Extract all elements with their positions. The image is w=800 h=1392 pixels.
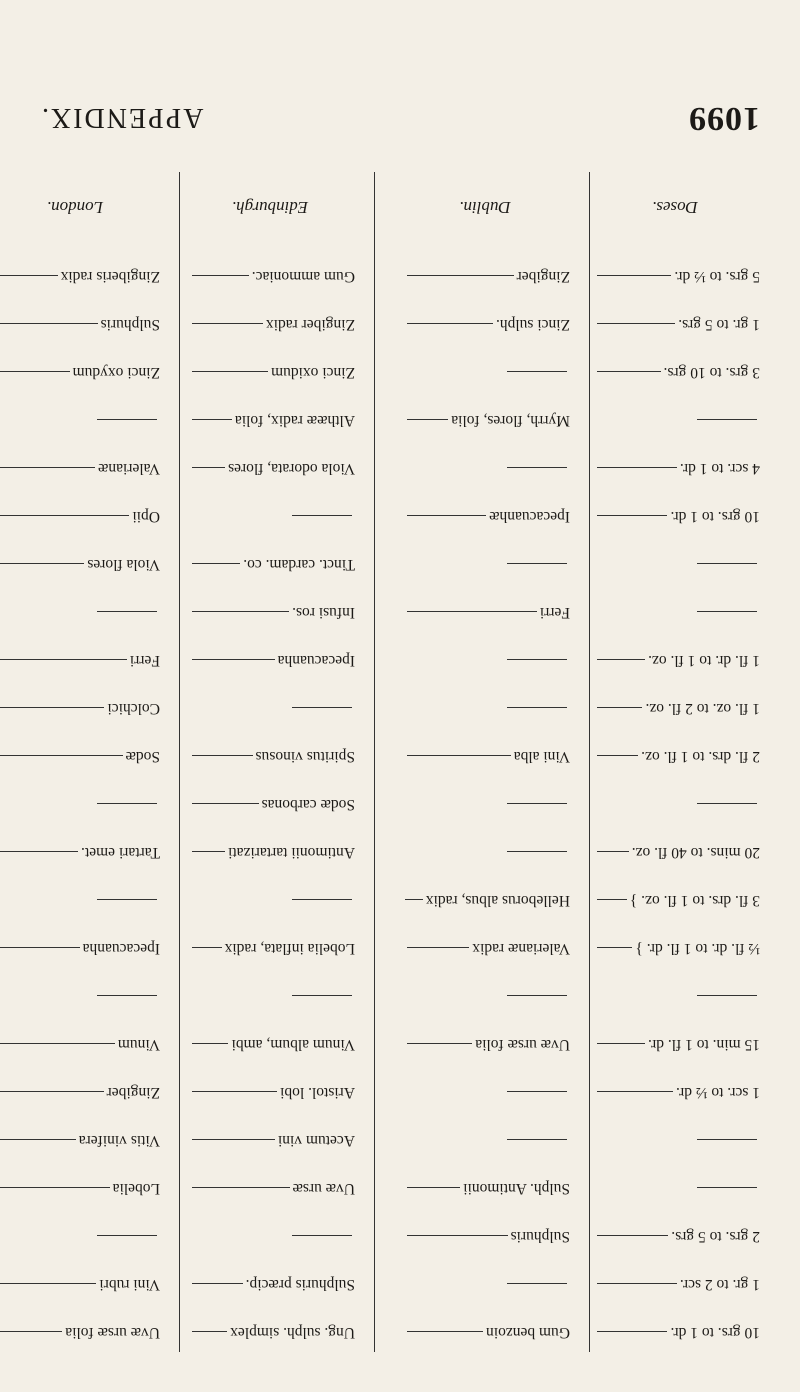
table-entry	[590, 650, 760, 670]
table-entry	[590, 314, 760, 334]
table-entry	[0, 650, 160, 670]
leader-dash	[597, 515, 667, 516]
table-entry	[590, 410, 760, 430]
entry-text: Althææ radix, folia	[234, 412, 355, 429]
leader-dash	[597, 1091, 673, 1092]
leader-dash	[0, 1043, 115, 1044]
entry-text: Myrrh, flores, folia	[451, 412, 570, 429]
leader-dash	[597, 755, 638, 756]
entry-text: 1 scr. to ½ dr.	[676, 1084, 760, 1101]
leader-dash	[507, 1091, 567, 1092]
entry-text: Aristol. lobi	[280, 1084, 355, 1101]
table-entry	[185, 1178, 355, 1198]
leader-dash	[407, 323, 493, 324]
table-entry	[0, 1274, 160, 1294]
leader-dash	[97, 995, 157, 996]
entry-text: Zinci oxidum	[271, 364, 355, 381]
leader-dash	[0, 1187, 110, 1188]
entry-text: Vinum	[117, 1036, 160, 1053]
table-entry	[185, 314, 355, 334]
table-entry	[0, 986, 160, 1006]
entry-text: Viola odorata, flores	[228, 460, 355, 477]
table-entry	[185, 554, 355, 574]
column-title: Doses.	[652, 198, 698, 217]
entry-text: Helleborus albus, radix	[425, 892, 570, 909]
table-entry	[590, 1322, 760, 1342]
entry-text: Lobelia inflata, radix	[224, 940, 355, 957]
leader-dash	[292, 515, 352, 516]
table-entry	[590, 554, 760, 574]
leader-dash	[0, 659, 127, 660]
column-london	[0, 172, 160, 1352]
entry-text: Vini alba	[513, 748, 570, 765]
leader-dash	[292, 899, 352, 900]
table-entry	[590, 698, 760, 718]
leader-dash	[507, 1139, 567, 1140]
leader-dash	[0, 1091, 104, 1092]
leader-dash	[697, 611, 757, 612]
leader-dash	[507, 659, 567, 660]
leader-dash	[0, 1139, 76, 1140]
table-entry	[400, 266, 570, 286]
table-entry	[590, 266, 760, 286]
column-doses	[590, 172, 760, 1352]
table-entry	[400, 1178, 570, 1198]
leader-dash	[192, 563, 240, 564]
entry-text: 3 fl. drs. to 1 fl. oz. }	[629, 892, 760, 909]
table-entry	[185, 506, 355, 526]
leader-dash	[292, 707, 352, 708]
leader-dash	[0, 467, 95, 468]
entry-text: Zinci sulph.	[495, 316, 570, 333]
table-entry	[185, 410, 355, 430]
leader-dash	[0, 323, 98, 324]
table-entry	[590, 506, 760, 526]
leader-dash	[292, 995, 352, 996]
leader-dash	[0, 563, 84, 564]
leader-dash	[192, 1331, 227, 1332]
table-entry	[400, 1034, 570, 1054]
entry-text: Colchici	[107, 700, 160, 717]
entry-text: Sulphuris præcip.	[245, 1276, 355, 1293]
column-title: Edinburgh.	[231, 198, 309, 217]
table-entry	[185, 890, 355, 910]
leader-dash	[597, 707, 642, 708]
leader-dash	[192, 1187, 290, 1188]
table-entry	[185, 602, 355, 622]
leader-dash	[292, 1235, 352, 1236]
table-entry	[185, 794, 355, 814]
leader-dash	[697, 1139, 757, 1140]
leader-dash	[697, 419, 757, 420]
table-entry	[400, 362, 570, 382]
table-entry	[0, 842, 160, 862]
entry-text: Zinci oxydum	[72, 364, 160, 381]
table-entry	[590, 938, 760, 958]
table-entry	[590, 890, 760, 910]
leader-dash	[192, 851, 225, 852]
table-entry	[400, 410, 570, 430]
entry-text: Gum ammoniac.	[251, 268, 355, 285]
table-entry	[0, 938, 160, 958]
table-entry	[590, 986, 760, 1006]
table-entry	[185, 458, 355, 478]
leader-dash	[97, 899, 157, 900]
leader-dash	[0, 755, 123, 756]
entry-text: Ferri	[129, 652, 160, 669]
table-entry	[185, 1322, 355, 1342]
table-entry	[590, 794, 760, 814]
leader-dash	[192, 659, 275, 660]
table-entry	[0, 794, 160, 814]
leader-dash	[97, 611, 157, 612]
entry-text: Valerianæ	[98, 460, 160, 477]
table-entry	[0, 266, 160, 286]
leader-dash	[0, 275, 58, 276]
table-entry	[0, 1034, 160, 1054]
page-header	[40, 77, 760, 137]
entry-text: 2 grs. to 5 grs.	[671, 1228, 760, 1245]
table-entry	[185, 842, 355, 862]
leader-dash	[597, 947, 632, 948]
entry-text: Valerianæ radix	[472, 940, 570, 957]
leader-dash	[597, 851, 629, 852]
entry-text: Viola flores	[87, 556, 160, 573]
table-entry	[0, 746, 160, 766]
entry-text: Uvæ ursæ folia	[65, 1324, 160, 1341]
leader-dash	[597, 1331, 667, 1332]
table-entry	[0, 890, 160, 910]
entry-text: Vini rubri	[99, 1276, 160, 1293]
table-entry	[185, 1082, 355, 1102]
leader-dash	[507, 563, 567, 564]
entry-text: Ipecacuanha	[82, 940, 160, 957]
entry-text: Gum benzoin	[486, 1324, 570, 1341]
table-entry	[185, 266, 355, 286]
leader-dash	[0, 1283, 96, 1284]
table-entry	[400, 938, 570, 958]
leader-dash	[97, 1235, 157, 1236]
table-entry	[185, 1130, 355, 1150]
table-entry	[400, 1082, 570, 1102]
entry-text: 2 fl. drs. to 1 fl. oz.	[641, 748, 760, 765]
entry-text: Uvæ ursæ	[292, 1180, 355, 1197]
table-entry	[400, 698, 570, 718]
entry-text: 5 grs. to ½ dr.	[674, 268, 760, 285]
entry-text: Antimonii tartarizati	[228, 844, 355, 861]
leader-dash	[192, 1283, 243, 1284]
entry-text: Sulph. Antimonii	[463, 1180, 570, 1197]
table-entry	[590, 1082, 760, 1102]
leader-dash	[597, 275, 671, 276]
table-entry	[0, 1082, 160, 1102]
table-entry	[400, 1130, 570, 1150]
entry-text: Vitis vinifera	[78, 1132, 160, 1149]
table-entry	[0, 698, 160, 718]
table-entry	[0, 458, 160, 478]
table-entry	[0, 554, 160, 574]
entry-text: Uvæ ursæ folia	[475, 1036, 570, 1053]
table-entry	[185, 938, 355, 958]
entry-text: Sulphuris	[100, 316, 160, 333]
entry-text: Sulphuris	[510, 1228, 570, 1245]
leader-dash	[597, 1283, 677, 1284]
leader-dash	[697, 563, 757, 564]
table-entry	[590, 842, 760, 862]
dose-table	[0, 162, 800, 1352]
entry-text: Ipecacuanha	[277, 652, 355, 669]
table-entry	[185, 746, 355, 766]
table-entry	[0, 1178, 160, 1198]
entry-text: Zingiber	[516, 268, 570, 285]
leader-dash	[697, 1187, 757, 1188]
entry-text: 4 scr. to 1 dr.	[679, 460, 760, 477]
table-entry	[400, 458, 570, 478]
table-entry	[0, 1130, 160, 1150]
table-entry	[400, 1322, 570, 1342]
leader-dash	[0, 947, 80, 948]
table-entry	[185, 1274, 355, 1294]
leader-dash	[192, 467, 225, 468]
entry-text: Ferri	[539, 604, 570, 621]
leader-dash	[407, 947, 469, 948]
leader-dash	[407, 275, 514, 276]
leader-dash	[0, 707, 104, 708]
table-entry	[590, 1130, 760, 1150]
entry-text: 3 grs. to 10 grs.	[663, 364, 760, 381]
leader-dash	[192, 803, 259, 804]
leader-dash	[507, 467, 567, 468]
leader-dash	[192, 1139, 275, 1140]
leader-dash	[192, 611, 289, 612]
leader-dash	[597, 659, 645, 660]
leader-dash	[507, 803, 567, 804]
column-edinburgh	[185, 172, 355, 1352]
table-entry	[185, 1226, 355, 1246]
table-entry	[400, 506, 570, 526]
table-entry	[400, 602, 570, 622]
leader-dash	[192, 275, 249, 276]
leader-dash	[0, 1331, 62, 1332]
table-entry	[590, 1178, 760, 1198]
table-entry	[400, 794, 570, 814]
entry-text: 10 grs. to 1 dr.	[670, 1324, 760, 1341]
entry-text: Zingiber radix	[265, 316, 355, 333]
entry-text: 10 grs. to 1 dr.	[670, 508, 760, 525]
leader-dash	[97, 419, 157, 420]
table-entry	[0, 314, 160, 334]
entry-text: 15 min. to 1 fl. dr.	[648, 1036, 760, 1053]
entry-text: 1 fl. oz. to 2 fl. oz.	[645, 700, 760, 717]
column-title: London.	[46, 198, 104, 217]
entry-text: Spiritus vinosus	[255, 748, 355, 765]
table-entry	[400, 1226, 570, 1246]
table-entry	[400, 842, 570, 862]
entry-text: Zingiberis radix	[60, 268, 160, 285]
leader-dash	[507, 707, 567, 708]
table-entry	[590, 1274, 760, 1294]
leader-dash	[507, 371, 567, 372]
leader-dash	[597, 371, 661, 372]
entry-text: 1 gr. to 2 scr.	[679, 1276, 760, 1293]
leader-dash	[0, 851, 78, 852]
entry-text: Lobelia	[112, 1180, 160, 1197]
leader-dash	[597, 467, 677, 468]
leader-dash	[192, 755, 253, 756]
leader-dash	[597, 899, 627, 900]
column-dublin	[400, 172, 570, 1352]
column-divider	[374, 172, 375, 1352]
table-entry	[0, 506, 160, 526]
entry-text: 1 fl. dr. to 1 fl. oz.	[648, 652, 760, 669]
column-divider	[179, 172, 180, 1352]
table-entry	[400, 986, 570, 1006]
table-entry	[590, 602, 760, 622]
table-entry	[400, 314, 570, 334]
entry-text: Ipecacuanhæ	[489, 508, 570, 525]
table-entry	[400, 1274, 570, 1294]
table-entry	[0, 1322, 160, 1342]
table-entry	[0, 602, 160, 622]
leader-dash	[407, 1235, 508, 1236]
leader-dash	[407, 755, 511, 756]
page-number: 1099	[688, 100, 760, 137]
leader-dash	[0, 371, 70, 372]
table-entry	[590, 458, 760, 478]
table-entry	[590, 362, 760, 382]
table-entry	[185, 362, 355, 382]
table-entry	[185, 650, 355, 670]
leader-dash	[407, 1187, 460, 1188]
entry-text: Sodæ carbonas	[261, 796, 355, 813]
table-entry	[185, 698, 355, 718]
entry-text: Zingiber	[106, 1084, 160, 1101]
entry-text: 1 gr. to 5 grs.	[678, 316, 760, 333]
leader-dash	[405, 899, 423, 900]
leader-dash	[192, 1091, 277, 1092]
leader-dash	[597, 1235, 668, 1236]
leader-dash	[407, 1043, 472, 1044]
leader-dash	[192, 419, 232, 420]
table-entry	[590, 746, 760, 766]
leader-dash	[407, 611, 537, 612]
leader-dash	[192, 323, 263, 324]
leader-dash	[697, 803, 757, 804]
leader-dash	[97, 803, 157, 804]
leader-dash	[0, 515, 129, 516]
entry-text: Vinum album, ambi	[231, 1036, 355, 1053]
leader-dash	[407, 1331, 483, 1332]
table-entry	[400, 746, 570, 766]
table-entry	[590, 1226, 760, 1246]
entry-text: ½ fl. dr. to 1 fl. dr. }	[635, 940, 760, 957]
table-entry	[185, 1034, 355, 1054]
leader-dash	[597, 1043, 645, 1044]
leader-dash	[193, 1043, 229, 1044]
leader-dash	[507, 995, 567, 996]
column-title: Dublin.	[459, 198, 511, 217]
table-entry	[0, 362, 160, 382]
table-entry	[400, 890, 570, 910]
entry-text: 20 mins. to 40 fl. oz.	[631, 844, 760, 861]
leader-dash	[507, 851, 567, 852]
table-entry	[400, 554, 570, 574]
leader-dash	[407, 419, 448, 420]
entry-text: Opii	[132, 508, 160, 525]
table-entry	[590, 1034, 760, 1054]
entry-text: Ung. sulph. simplex	[230, 1324, 355, 1341]
table-entry	[0, 1226, 160, 1246]
leader-dash	[192, 947, 222, 948]
running-head: APPENDIX.	[40, 102, 204, 133]
leader-dash	[407, 515, 486, 516]
entry-text: Tinct. cardam. co.	[243, 556, 355, 573]
entry-text: Infusi ros.	[292, 604, 355, 621]
entry-text: Sodæ	[125, 748, 160, 765]
leader-dash	[697, 995, 757, 996]
entry-text: Acetum vini	[277, 1132, 355, 1149]
leader-dash	[507, 1283, 567, 1284]
table-entry	[0, 410, 160, 430]
leader-dash	[192, 371, 268, 372]
table-entry	[185, 986, 355, 1006]
table-entry	[400, 650, 570, 670]
leader-dash	[597, 323, 675, 324]
entry-text: Tartari emet.	[81, 844, 160, 861]
